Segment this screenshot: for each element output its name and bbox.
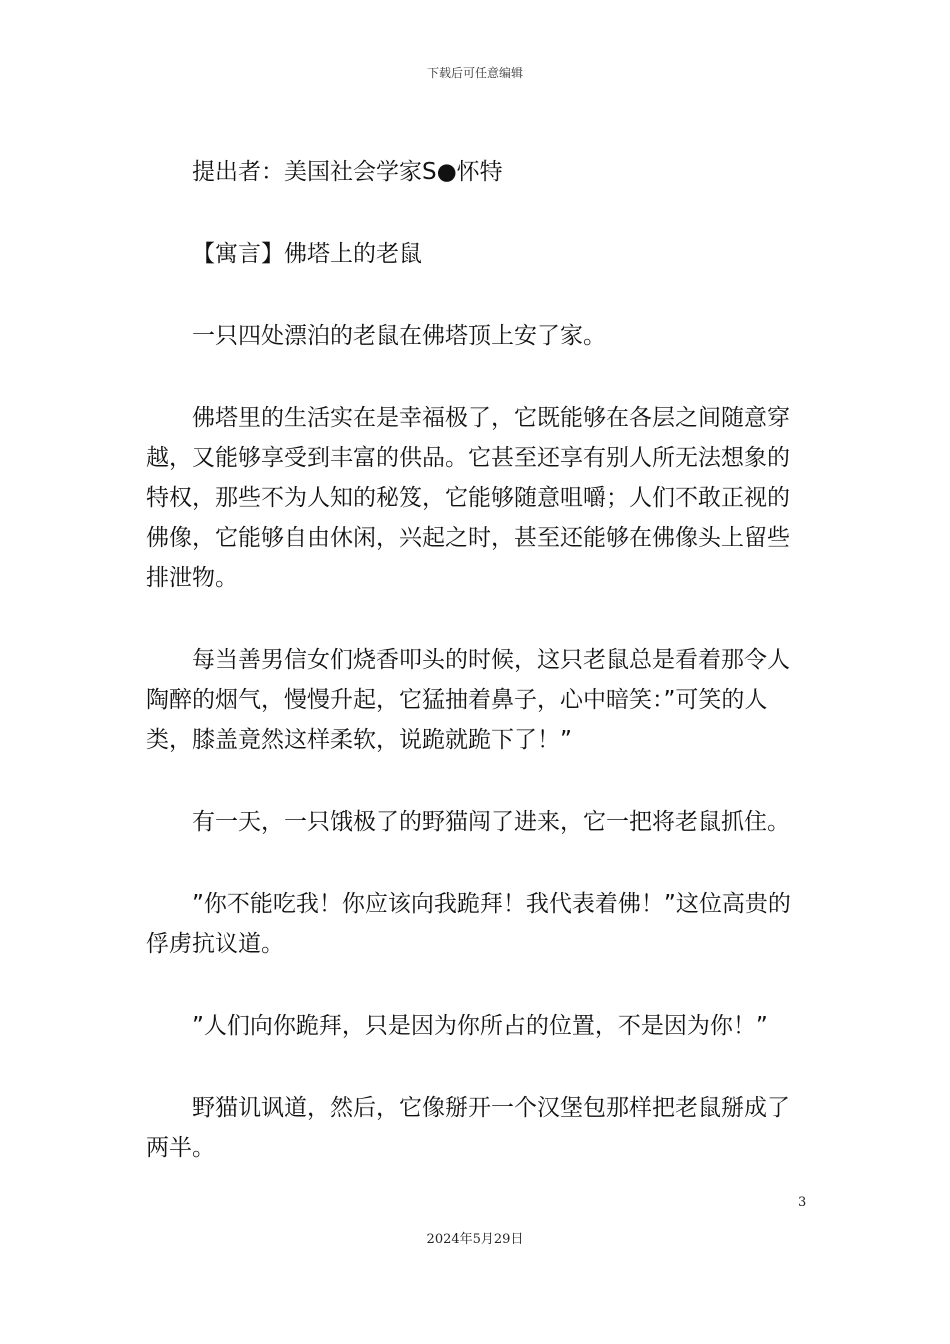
page-header: 下载后可任意编辑 — [426, 66, 523, 80]
page-number: 3 — [798, 1195, 807, 1210]
paragraph: ”你不能吃我！你应该向我跪拜！我代表着佛！”这位高贵的俘虏抗议道。 — [146, 891, 791, 957]
document-body — [146, 152, 810, 1210]
paragraph: 有一天，一只饿极了的野猫闯了进来，它一把将老鼠抓住。 — [192, 809, 790, 835]
paragraph: 佛塔里的生活实在是幸福极了，它既能够在各层之间随意穿越，又能够享受到丰富的供品。它甚至还享有别人所无法想象的特权，那些不为人知的秘笈，它能够随意咀嚼；人们不敢正视的佛像，它能够自由休闲，兴起之时，甚至还能够在佛像头上留些排泄物。 — [146, 405, 790, 591]
paragraph: 野猫讥讽道，然后，它像掰开一个汉堡包那样把老鼠掰成了两半。 — [146, 1095, 790, 1161]
paragraph: 一只四处漂泊的老鼠在佛塔顶上安了家。 — [192, 323, 606, 349]
paragraph-proposer: 提出者：美国社会学家S●怀特 — [192, 159, 503, 185]
page-footer-date: 2024年5月29日 — [426, 1232, 524, 1247]
paragraph: 每当善男信女们烧香叩头的时候，这只老鼠总是看着那令人陶醉的烟气，慢慢升起，它猛抽着鼻子，心中暗笑：”可笑的人类，膝盖竟然这样柔软，说跪就跪下了！” — [146, 647, 790, 753]
paragraph-fable-title: 【寓言】佛塔上的老鼠 — [192, 241, 422, 267]
paragraph: ”人们向你跪拜，只是因为你所占的位置，不是因为你！” — [192, 1013, 768, 1039]
